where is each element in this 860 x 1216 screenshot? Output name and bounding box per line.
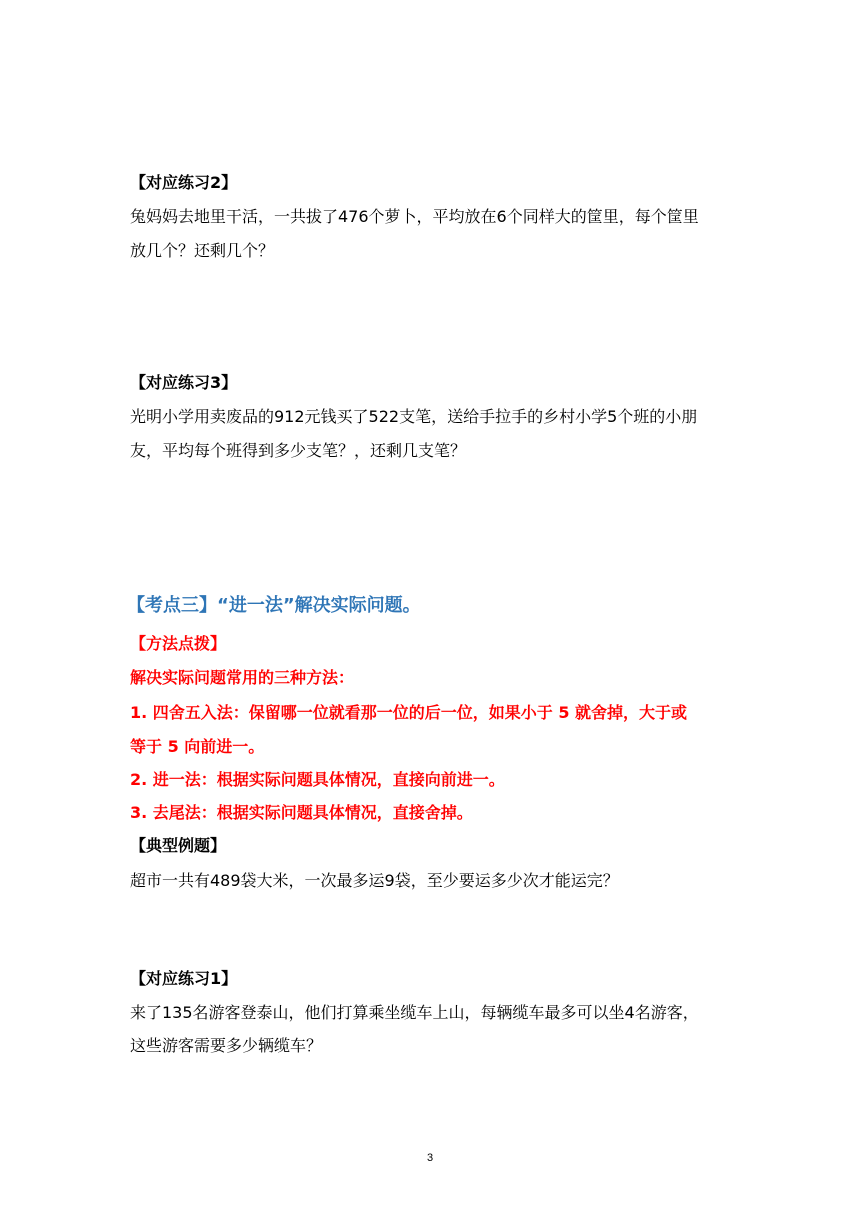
practice1-heading: 【对应练习1】 [130,969,238,988]
topic3-title: 【考点三】“进一法”解决实际问题。 [127,595,421,616]
practice3-text-line1: 光明小学用卖废品的912元钱买了522支笔，送给手拉手的乡村小学5个班的小朋 [130,407,698,426]
method-item3: 3. 去尾法：根据实际问题具体情况，直接舍掉。 [130,803,473,822]
method-intro: 解决实际问题常用的三种方法： [130,668,355,687]
practice3-text-line2: 友，平均每个班得到多少支笔？，还剩几支笔？ [130,441,467,460]
practice2-text-line2: 放几个？还剩几个？ [130,241,275,260]
page-number: 3 [426,1152,434,1164]
practice2-text-line1: 兔妈妈去地里干活，一共拔了476个萝卜，平均放在6个同样大的筐里，每个筐里 [130,207,699,226]
method-heading: 【方法点拨】 [130,634,227,653]
practice1-text-line1: 来了135名游客登泰山，他们打算乘坐缆车上山，每辆缆车最多可以坐4名游客， [130,1003,699,1022]
method-item1-line1: 1. 四舍五入法：保留哪一位就看那一位的后一位，如果小于 5 就舍掉，大于或 [130,703,688,722]
example-text: 超市一共有489袋大米，一次最多运9袋，至少要运多少次才能运完？ [130,871,619,890]
practice3-heading: 【对应练习3】 [130,373,238,392]
method-item1-line2: 等于 5 向前进一。 [130,737,265,756]
example-heading: 【典型例题】 [130,836,227,855]
method-item2: 2. 进一法：根据实际问题具体情况，直接向前进一。 [130,770,505,789]
practice2-heading: 【对应练习2】 [130,173,238,192]
practice1-text-line2: 这些游客需要多少辆缆车？ [130,1036,323,1055]
